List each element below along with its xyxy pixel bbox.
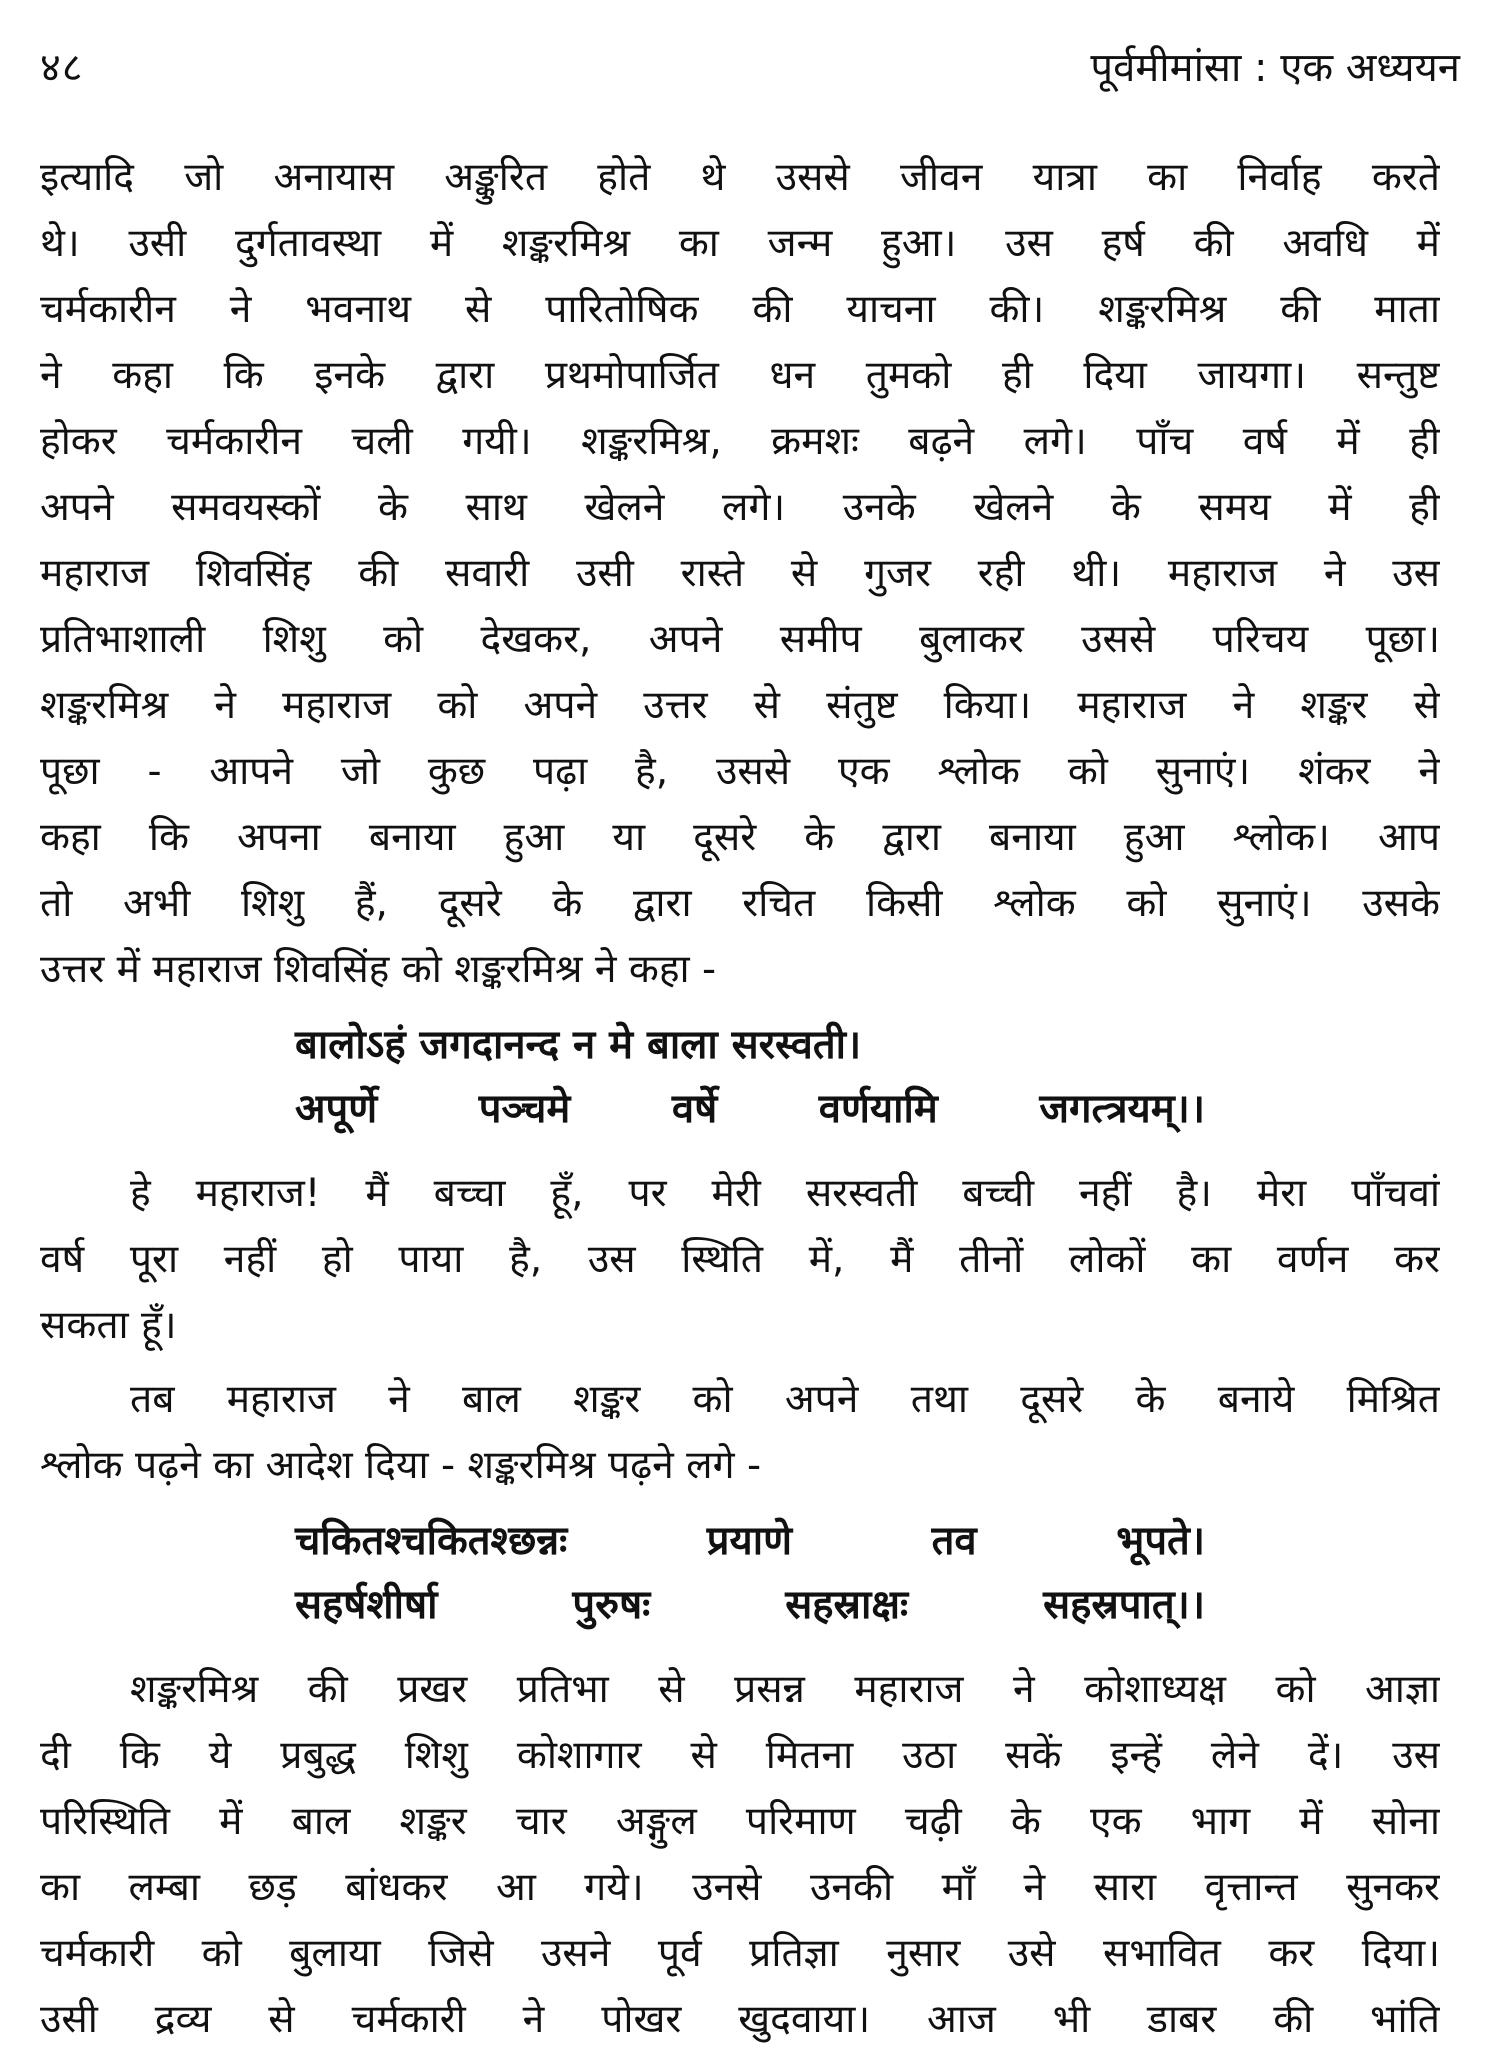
text-line: परिस्थिति में बाल शङ्कर चार अङ्गुल परिमाण चढ़ी के एक भाग में सोना (40, 1799, 1440, 1844)
text-line: तब महाराज ने बाल शङ्कर को अपने तथा दूसरे के बनाये मिश्रित (130, 1377, 1440, 1422)
page-body (40, 145, 1440, 2053)
text-line: तो अभी शिशु हैं, दूसरे के द्वारा रचित किसी श्लोक को सुनाएं। उसके (40, 881, 1440, 926)
verse-line: चकितश्चकितश्छन्नः प्रयाणे तव भूपते। (295, 1518, 1205, 1564)
verse-line: अपूर्णे पञ्चमे वर्षे वर्णयामि जगत्त्रयम्।। (295, 1086, 1205, 1132)
text-line: महाराज शिवसिंह की सवारी उसी रास्ते से गुजर रही थी। महाराज ने उस (40, 551, 1440, 596)
text-line: उत्तर में महाराज शिवसिंह को शङ्करमिश्र ने कहा - (40, 947, 717, 992)
text-line: अपने समवयस्कों के साथ खेलने लगे। उनके खेलने के समय में ही (40, 485, 1440, 530)
text-line: श्लोक पढ़ने का आदेश दिया - शङ्करमिश्र पढ़ने लगे - (40, 1443, 762, 1488)
text-line: शङ्करमिश्र की प्रखर प्रतिभा से प्रसन्न महाराज ने कोशाध्यक्ष को आज्ञा (130, 1667, 1440, 1712)
paragraph-3 (40, 1367, 1440, 1499)
text-line: पूछा - आपने जो कुछ पढ़ा है, उससे एक श्लोक को सुनाएं। शंकर ने (40, 749, 1440, 794)
page-number: ४८ (40, 45, 84, 91)
text-line: वर्ष पूरा नहीं हो पाया है, उस स्थिति में, मैं तीनों लोकों का वर्णन कर (40, 1237, 1440, 1282)
verse-line: सहर्षशीर्षा पुरुषः सहस्राक्षः सहस्रपात्।। (295, 1582, 1205, 1628)
page-header (40, 38, 1460, 108)
text-line: दी कि ये प्रबुद्ध शिशु कोशागार से मितना उठा सकें इन्हें लेने दें। उस (40, 1733, 1440, 1778)
text-line: थे। उसी दुर्गतावस्था में शङ्करमिश्र का जन्म हुआ। उस हर्ष की अवधि में (40, 221, 1440, 266)
paragraph-4 (40, 1657, 1440, 2053)
text-line: इत्यादि जो अनायास अङ्कुरित होते थे उससे जीवन यात्रा का निर्वाह करते (40, 155, 1440, 200)
verse-1 (40, 1013, 1440, 1141)
paragraph-2 (40, 1161, 1440, 1359)
running-head: पूर्वमीमांसा : एक अध्ययन (1090, 45, 1460, 91)
text-line: होकर चर्मकारीन चली गयी। शङ्करमिश्र, क्रमशः बढ़ने लगे। पाँच वर्ष में ही (40, 419, 1440, 464)
text-line: शङ्करमिश्र ने महाराज को अपने उत्तर से संतुष्ट किया। महाराज ने शङ्कर से (40, 683, 1440, 728)
text-line: चर्मकारीन ने भवनाथ से पारितोषिक की याचना की। शङ्करमिश्र की माता (40, 287, 1440, 332)
verse-2 (40, 1509, 1440, 1637)
text-line: कहा कि अपना बनाया हुआ या दूसरे के द्वारा बनाया हुआ श्लोक। आप (40, 815, 1440, 860)
paragraph-1 (40, 145, 1440, 1003)
text-line: उसी द्रव्य से चर्मकारी ने पोखर खुदवाया। आज भी डाबर की भांति (40, 1997, 1440, 2042)
verse-line: बालोऽहं जगदानन्द न मे बाला सरस्वती। (295, 1022, 862, 1068)
text-line: हे महाराज! मैं बच्चा हूँ, पर मेरी सरस्वती बच्ची नहीं है। मेरा पाँचवां (130, 1171, 1440, 1216)
text-line: का लम्बा छड़ बांधकर आ गये। उनसे उनकी माँ ने सारा वृत्तान्त सुनकर (40, 1865, 1440, 1910)
text-line: ने कहा कि इनके द्वारा प्रथमोपार्जित धन तुमको ही दिया जायगा। सन्तुष्ट (40, 353, 1440, 398)
text-line: प्रतिभाशाली शिशु को देखकर, अपने समीप बुलाकर उससे परिचय पूछा। (40, 617, 1440, 662)
text-line: सकता हूँ। (40, 1303, 177, 1348)
text-line: चर्मकारी को बुलाया जिसे उसने पूर्व प्रतिज्ञा नुसार उसे सभावित कर दिया। (40, 1931, 1440, 1976)
